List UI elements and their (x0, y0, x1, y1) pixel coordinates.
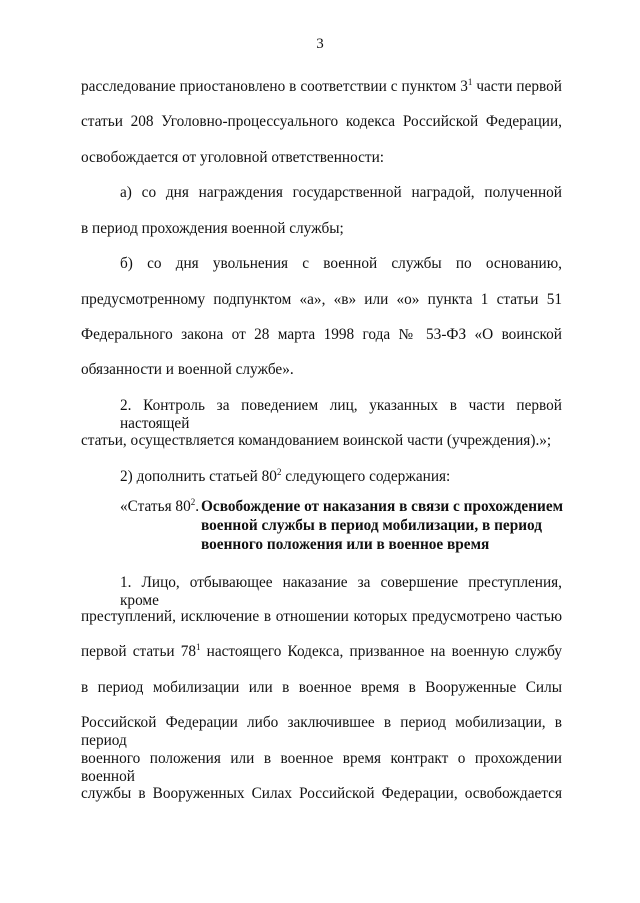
text-line-13: 1. Лицо, отбывающее наказание за совершение преступления, кроме (120, 574, 562, 609)
article-title-line-3: военного положения или в военное время (201, 536, 490, 553)
article-title-line-1: Освобождение от наказания в связи с прохождением (201, 498, 564, 515)
text-line-10: 2. Контроль за поведением лиц, указанных в части первой настоящей (120, 397, 562, 432)
text-line-16: в период мобилизации или в военное время в Вооруженные Силы (81, 679, 562, 696)
article-title-line-2: военной службы в период мобилизации, в период (201, 517, 542, 534)
text-line-11: статьи, осуществляется командованием воинской части (учреждения).»; (81, 432, 552, 449)
text-line-19: службы в Вооруженных Силах Российской Федерации, освобождается (81, 785, 562, 802)
text-line-9: обязанности и военной службе». (81, 361, 294, 378)
text-line-8: Федерального закона от 28 марта 1998 года № 53-ФЗ «О воинской (81, 326, 562, 343)
text-line-1: расследование приостановлено в соответствии с пунктом $3^1$ части первой (81, 76, 562, 95)
text-line-14: преступлений, исключение в отношении которых предусмотрено частью (81, 608, 562, 625)
text-line-15: первой статьи $78^1$ настоящего Кодекса, призванное на военную службу (81, 641, 562, 660)
text-line-6: б) со дня увольнения с военной службы по основанию, (120, 255, 562, 272)
text-line-4: а) со дня награждения государственной наградой, полученной (120, 184, 562, 201)
text-line-18: военного положения или в военное время контракт о прохождении военной (81, 750, 562, 785)
page-number: 3 (316, 36, 324, 52)
text-line-2: статьи 208 Уголовно-процессуального кодекса Российской Федерации, (81, 113, 562, 130)
text-line-12: 2) дополнить статьей $80^2$ следующего содержания: (120, 466, 451, 485)
text-line-17: Российской Федерации либо заключившее в период мобилизации, в период (81, 714, 562, 749)
text-line-7: предусмотренному подпунктом «а», «в» или «о» пункта 1 статьи 51 (81, 291, 562, 308)
article-label: «Статья $80^2$. (120, 496, 200, 515)
text-line-5: в период прохождения военной службы; (81, 220, 344, 237)
text-line-3: освобождается от уголовной ответственности: (81, 149, 385, 166)
